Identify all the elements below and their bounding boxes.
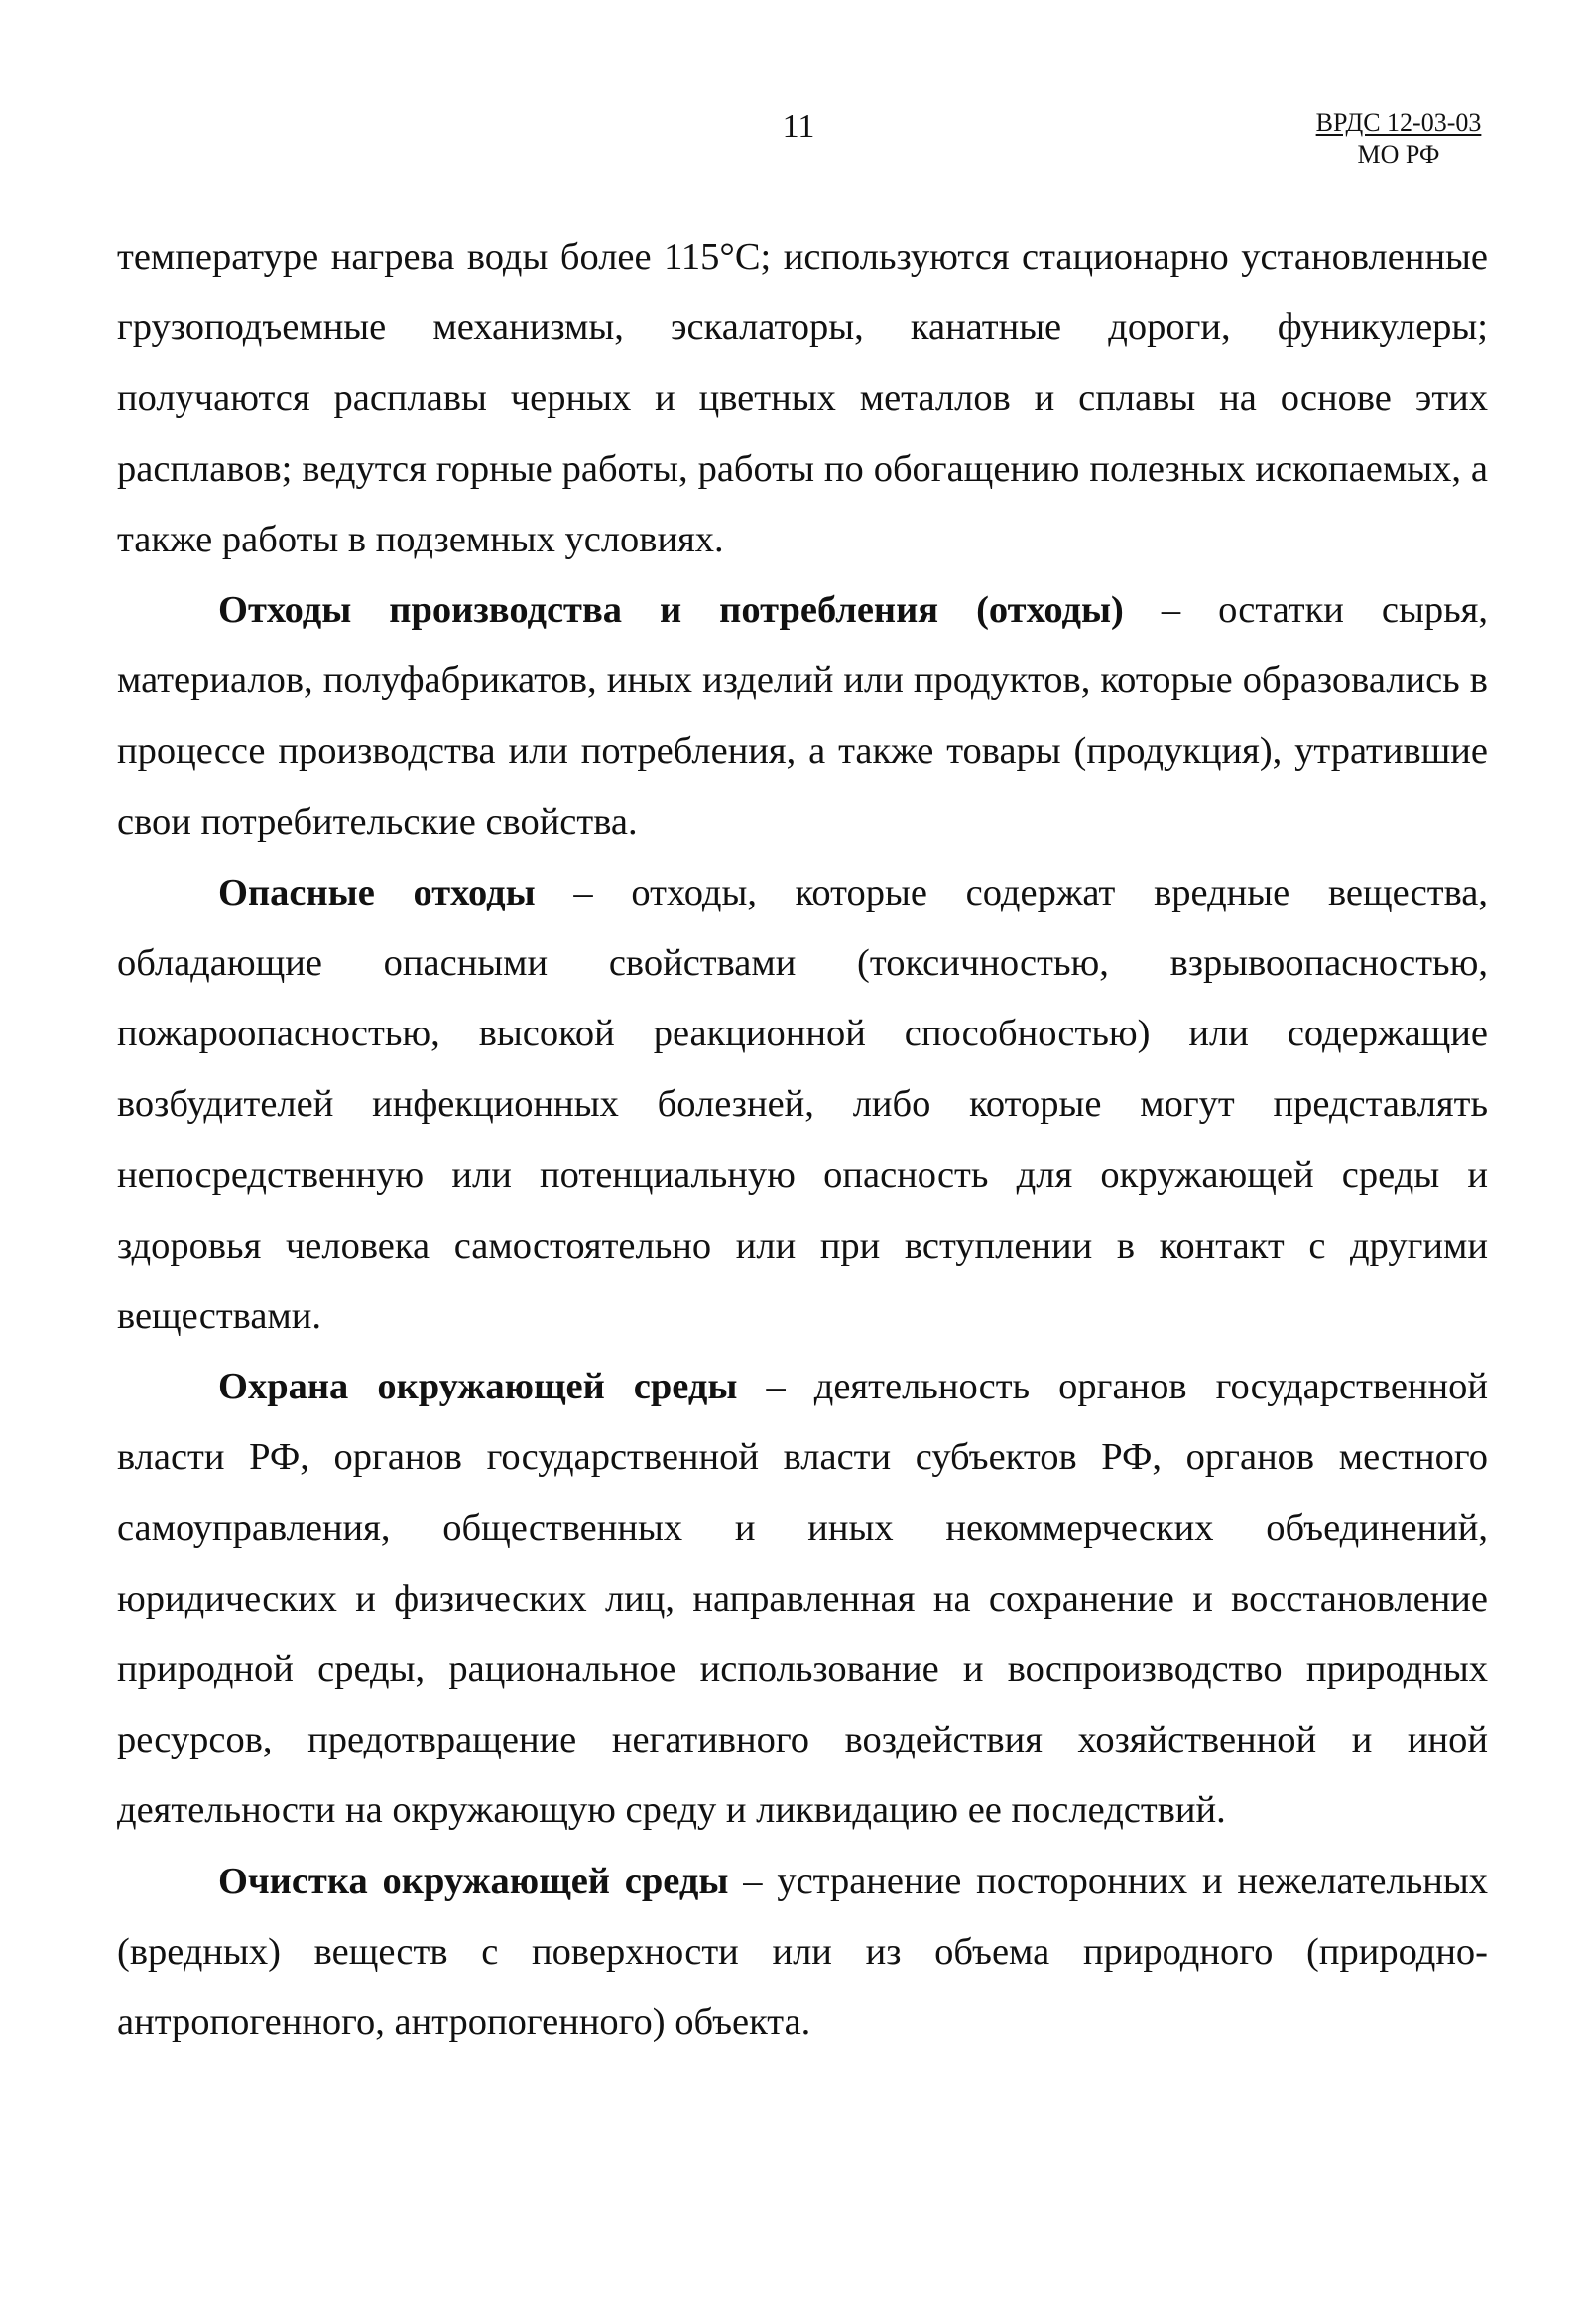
- body-text: [117, 222, 1488, 2058]
- page-number: 11: [782, 108, 815, 145]
- definition-text: – отходы, которые содержат вредные вещества, обладающие опасными свойствами (токсичностью, взрывоопасностью, пожароопасностью, высокой реакционной способностью) или содержащие возбудителей инфекционных болезней, либо которые могут представлять непосредственную или потенциальную опасность для окружающей среды и здоровья человека самостоятельно или при вступлении в контакт с другими веществами.: [117, 871, 1488, 1338]
- definition-text: – деятельность органов государственной власти РФ, органов государственной власти субъектов РФ, органов местного самоуправления, общественных и иных некоммерческих объединений, юридических и физических лиц, направленная на сохранение и восстановление природной среды, рациональное использование и воспроизводство природных ресурсов, предотвращение негативного воздействия хозяйственной и иной деятельности на окружающую среду и ликвидацию ее последствий.: [117, 1366, 1488, 1832]
- definition-text: – остатки сырья, материалов, полуфабрикатов, иных изделий или продуктов, которые образовались в процессе производства или потребления, а также товары (продукция), утратившие свои потребительские свойства.: [117, 589, 1488, 843]
- paragraph-definition-environmental-cleanup: [117, 1847, 1488, 2059]
- paragraph-continuation: [117, 222, 1488, 575]
- paragraph-text: температуре нагрева воды более 115°С; используются стационарно установленные грузоподъемные механизмы, эскалаторы, канатные дороги, фуникулеры; получаются расплавы черных и цветных металлов и сплавы на основе этих расплавов; ведутся горные работы, работы по обогащению полезных ископаемых, а также работы в подземных условиях.: [117, 236, 1488, 560]
- definition-term: Охрана окружающей среды: [218, 1366, 738, 1408]
- paragraph-definition-environmental-protection: [117, 1352, 1488, 1846]
- paragraph-definition-hazardous-waste: [117, 858, 1488, 1352]
- definition-term: Опасные отходы: [218, 871, 536, 913]
- definition-term: Очистка окружающей среды: [218, 1860, 729, 1902]
- document-header: [1280, 107, 1518, 171]
- document-code: ВРДС 12-03-03: [1315, 108, 1482, 137]
- organization-label: МО РФ: [1357, 140, 1440, 169]
- definition-text: – устранение посторонних и нежелательных (вредных) веществ с поверхности или из объема природного (природно-антропогенного, антропогенного) объекта.: [117, 1860, 1489, 2044]
- paragraph-definition-waste: [117, 575, 1488, 858]
- definition-term: Отходы производства и потребления (отходы): [218, 589, 1124, 632]
